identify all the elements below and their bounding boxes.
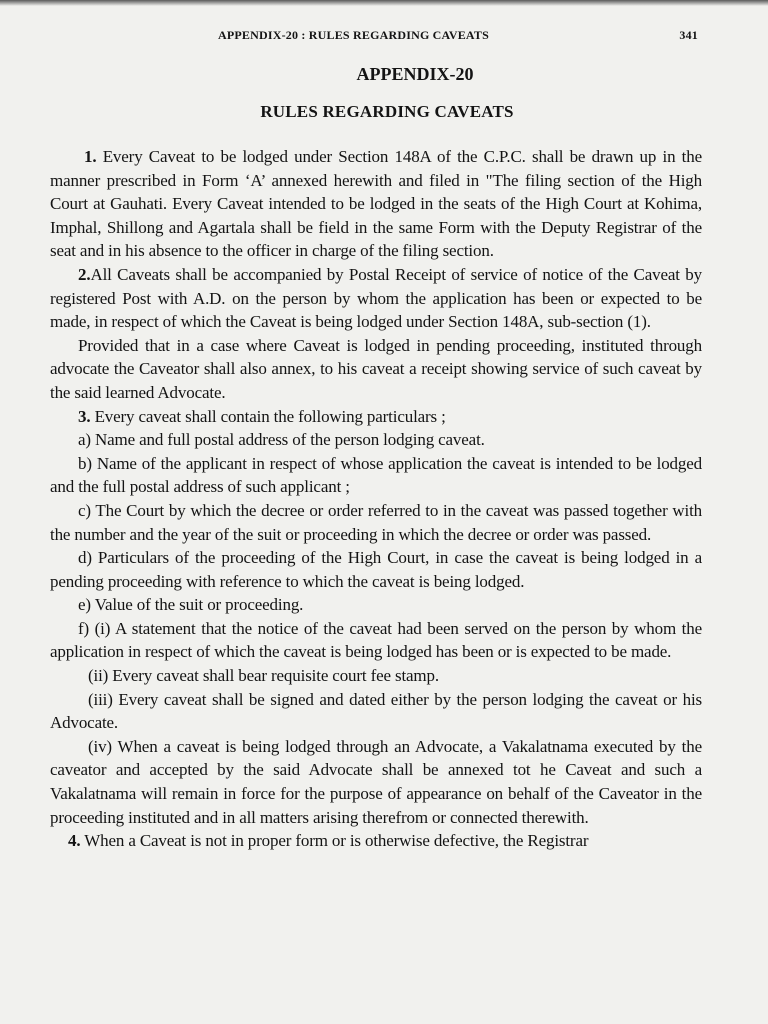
paragraph-number: 1.: [84, 147, 97, 166]
appendix-heading: [0, 64, 768, 85]
clause-f-ii: (ii) Every caveat shall bear requisite court fee stamp.: [88, 666, 439, 686]
running-header-title: APPENDIX-20 : RULES REGARDING CAVEATS: [218, 28, 489, 42]
rules-title: RULES REGARDING CAVEATS: [260, 102, 514, 121]
clause-b: b) Name of the applicant in respect of whose application the caveat is intended to be lodged and the full postal address of such applicant ;: [50, 453, 702, 497]
clause-d: d) Particulars of the proceeding of the High Court, in case the caveat is being lodged in a pending proceeding with reference to which the caveat is being lodged.: [50, 548, 702, 591]
clause-c: c) The Court by which the decree or order referred to in the caveat was passed together with the number and the year of the suit or proceeding in which the decree or order was passed.: [50, 500, 702, 544]
clause-f-iii: (iii) Every caveat shall be signed and dated either by the person lodging the caveat or his Advocate.: [50, 689, 702, 733]
running-header: [218, 28, 698, 46]
paragraph-text: Every caveat shall contain the following particulars ;: [94, 406, 446, 426]
page-number: 341: [679, 28, 698, 42]
paragraph-3: [50, 405, 702, 429]
paragraph-number: 2.: [78, 264, 91, 284]
clause-a: a) Name and full postal address of the person lodging caveat.: [78, 430, 485, 450]
appendix-title: APPENDIX-20: [356, 64, 474, 84]
paragraph-number: 4.: [68, 831, 81, 851]
clause-e: e) Value of the suit or proceeding.: [78, 595, 304, 615]
paragraph-2: [50, 263, 702, 334]
paragraph-text: All Caveats shall be accompanied by Postal Receipt of service of notice of the Caveat by registered Post with A.D. on the person by whom the application has been or expected to be made, in respect of which the Caveat is being lodged under Section 148A, sub-section (1).: [50, 264, 702, 332]
paragraph-4: [50, 829, 702, 853]
document-body: [50, 145, 702, 853]
paragraph-1: [50, 145, 702, 263]
paragraph-text: Every Caveat to be lodged under Section 148A of the C.P.C. shall be drawn up in the manner prescribed in Form ‘A’ annexed herewith and filed in "The filing section of the High Court at Gauhati. Every Caveat intended to be lodged in the seats of the High Court at Kohima, Imphal, Shillong and Agartala shall be field in the same Form with the Deputy Registrar of the seat and in his absence to the officer in charge of the filing section.: [50, 147, 702, 261]
paragraph-number: 3.: [78, 406, 91, 426]
proviso-paragraph: Provided that in a case where Caveat is lodged in pending proceeding, instituted through advocate the Caveator shall also annex, to his caveat a receipt showing service of such caveat by the said learned Advocate.: [50, 335, 702, 402]
rules-heading: [0, 102, 768, 122]
scan-edge: [0, 0, 768, 6]
clause-f-i: f) (i) A statement that the notice of the caveat had been served on the person by whom the application in respect of which the caveat is being lodged has been or is expected to be made.: [50, 618, 702, 662]
paragraph-text: When a Caveat is not in proper form or is otherwise defective, the Registrar: [84, 831, 589, 851]
clause-f-iv: (iv) When a caveat is being lodged through an Advocate, a Vakalatnama executed by the caveator and accepted by the said Advocate shall be annexed tot he Caveat and such a Vakalatnama will remain in force for the purpose of appearance on behalf of the Caveator in the proceeding instituted and in all matters arising therefrom or connected therewith.: [50, 736, 702, 827]
